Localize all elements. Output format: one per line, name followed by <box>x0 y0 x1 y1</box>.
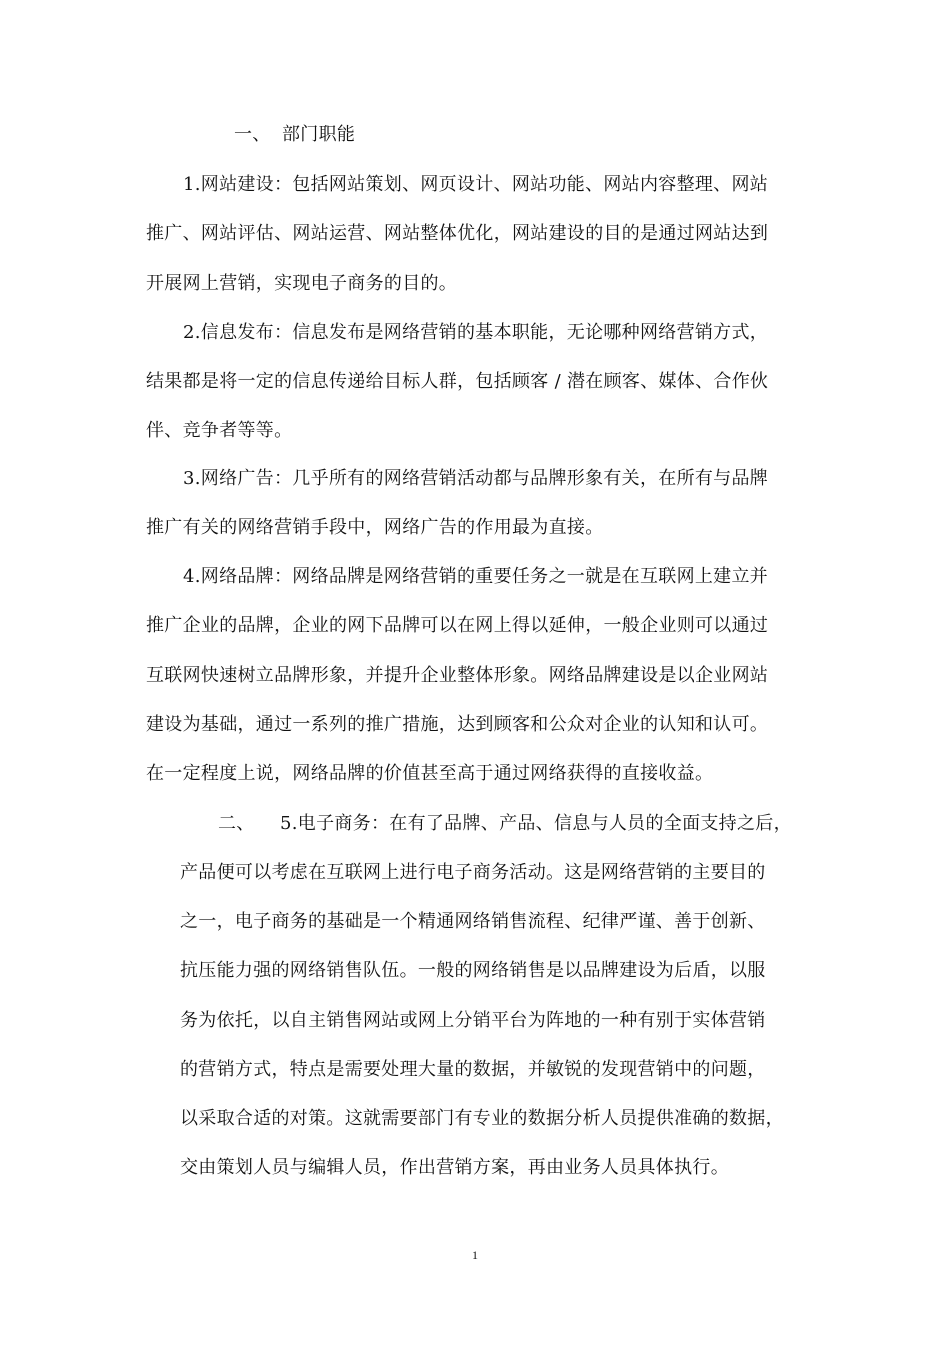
paragraph-line: 的营销方式，特点是需要处理大量的数据，并敏锐的发现营销中的问题， <box>180 1059 766 1080</box>
paragraph-line: 开展网上营销，实现电子商务的目的。 <box>146 273 458 294</box>
paragraph-line: 结果都是将一定的信息传递给目标人群，包括顾客 / 潜在顾客、媒体、合作伙 <box>146 371 769 392</box>
paragraph-line: 推广、网站评估、网站运营、网站整体优化，网站建设的目的是通过网站达到 <box>146 223 769 244</box>
paragraph-line: 以采取合适的对策。这就需要部门有专业的数据分析人员提供准确的数据， <box>180 1108 784 1129</box>
paragraph-line: 4.网络品牌：网络品牌是网络营销的重要任务之一就是在互联网上建立并 <box>183 566 769 587</box>
paragraph-line: 之一，电子商务的基础是一个精通网络销售流程、纪律严谨、善于创新、 <box>180 911 766 932</box>
section-two-marker: 二、 <box>218 813 255 834</box>
paragraph-line: 3.网络广告：几乎所有的网络营销活动都与品牌形象有关，在所有与品牌 <box>183 468 769 489</box>
paragraph-line: 产品便可以考虑在互联网上进行电子商务活动。这是网络营销的主要目的 <box>180 862 766 883</box>
section-one-marker: 一、 <box>234 124 271 145</box>
paragraph-line: 伴、竞争者等等。 <box>146 420 293 441</box>
paragraph-line: 抗压能力强的网络销售队伍。一般的网络销售是以品牌建设为后盾，以服 <box>180 960 766 981</box>
paragraph-line: 务为依托，以自主销售网站或网上分销平台为阵地的一种有别于实体营销 <box>180 1010 766 1031</box>
paragraph-line: 2.信息发布：信息发布是网络营销的基本职能，无论哪种网络营销方式， <box>183 322 769 343</box>
section-one-title: 部门职能 <box>282 124 356 145</box>
paragraph-line: 交由策划人员与编辑人员，作出营销方案，再由业务人员具体执行。 <box>180 1157 729 1178</box>
paragraph-line: 在一定程度上说，网络品牌的价值甚至高于通过网络获得的直接收益。 <box>146 763 714 784</box>
paragraph-line: 5.电子商务：在有了品牌、产品、信息与人员的全面支持之后， <box>280 813 792 834</box>
paragraph-line: 互联网快速树立品牌形象，并提升企业整体形象。网络品牌建设是以企业网站 <box>146 665 769 686</box>
paragraph-line: 推广企业的品牌，企业的网下品牌可以在网上得以延伸，一般企业则可以通过 <box>146 615 769 636</box>
paragraph-line: 建设为基础，通过一系列的推广措施，达到顾客和公众对企业的认知和认可。 <box>146 714 769 735</box>
paragraph-line: 推广有关的网络营销手段中，网络广告的作用最为直接。 <box>146 517 604 538</box>
page-number: 1 <box>472 1248 478 1262</box>
paragraph-line: 1.网站建设：包括网站策划、网页设计、网站功能、网站内容整理、网站 <box>183 174 769 195</box>
